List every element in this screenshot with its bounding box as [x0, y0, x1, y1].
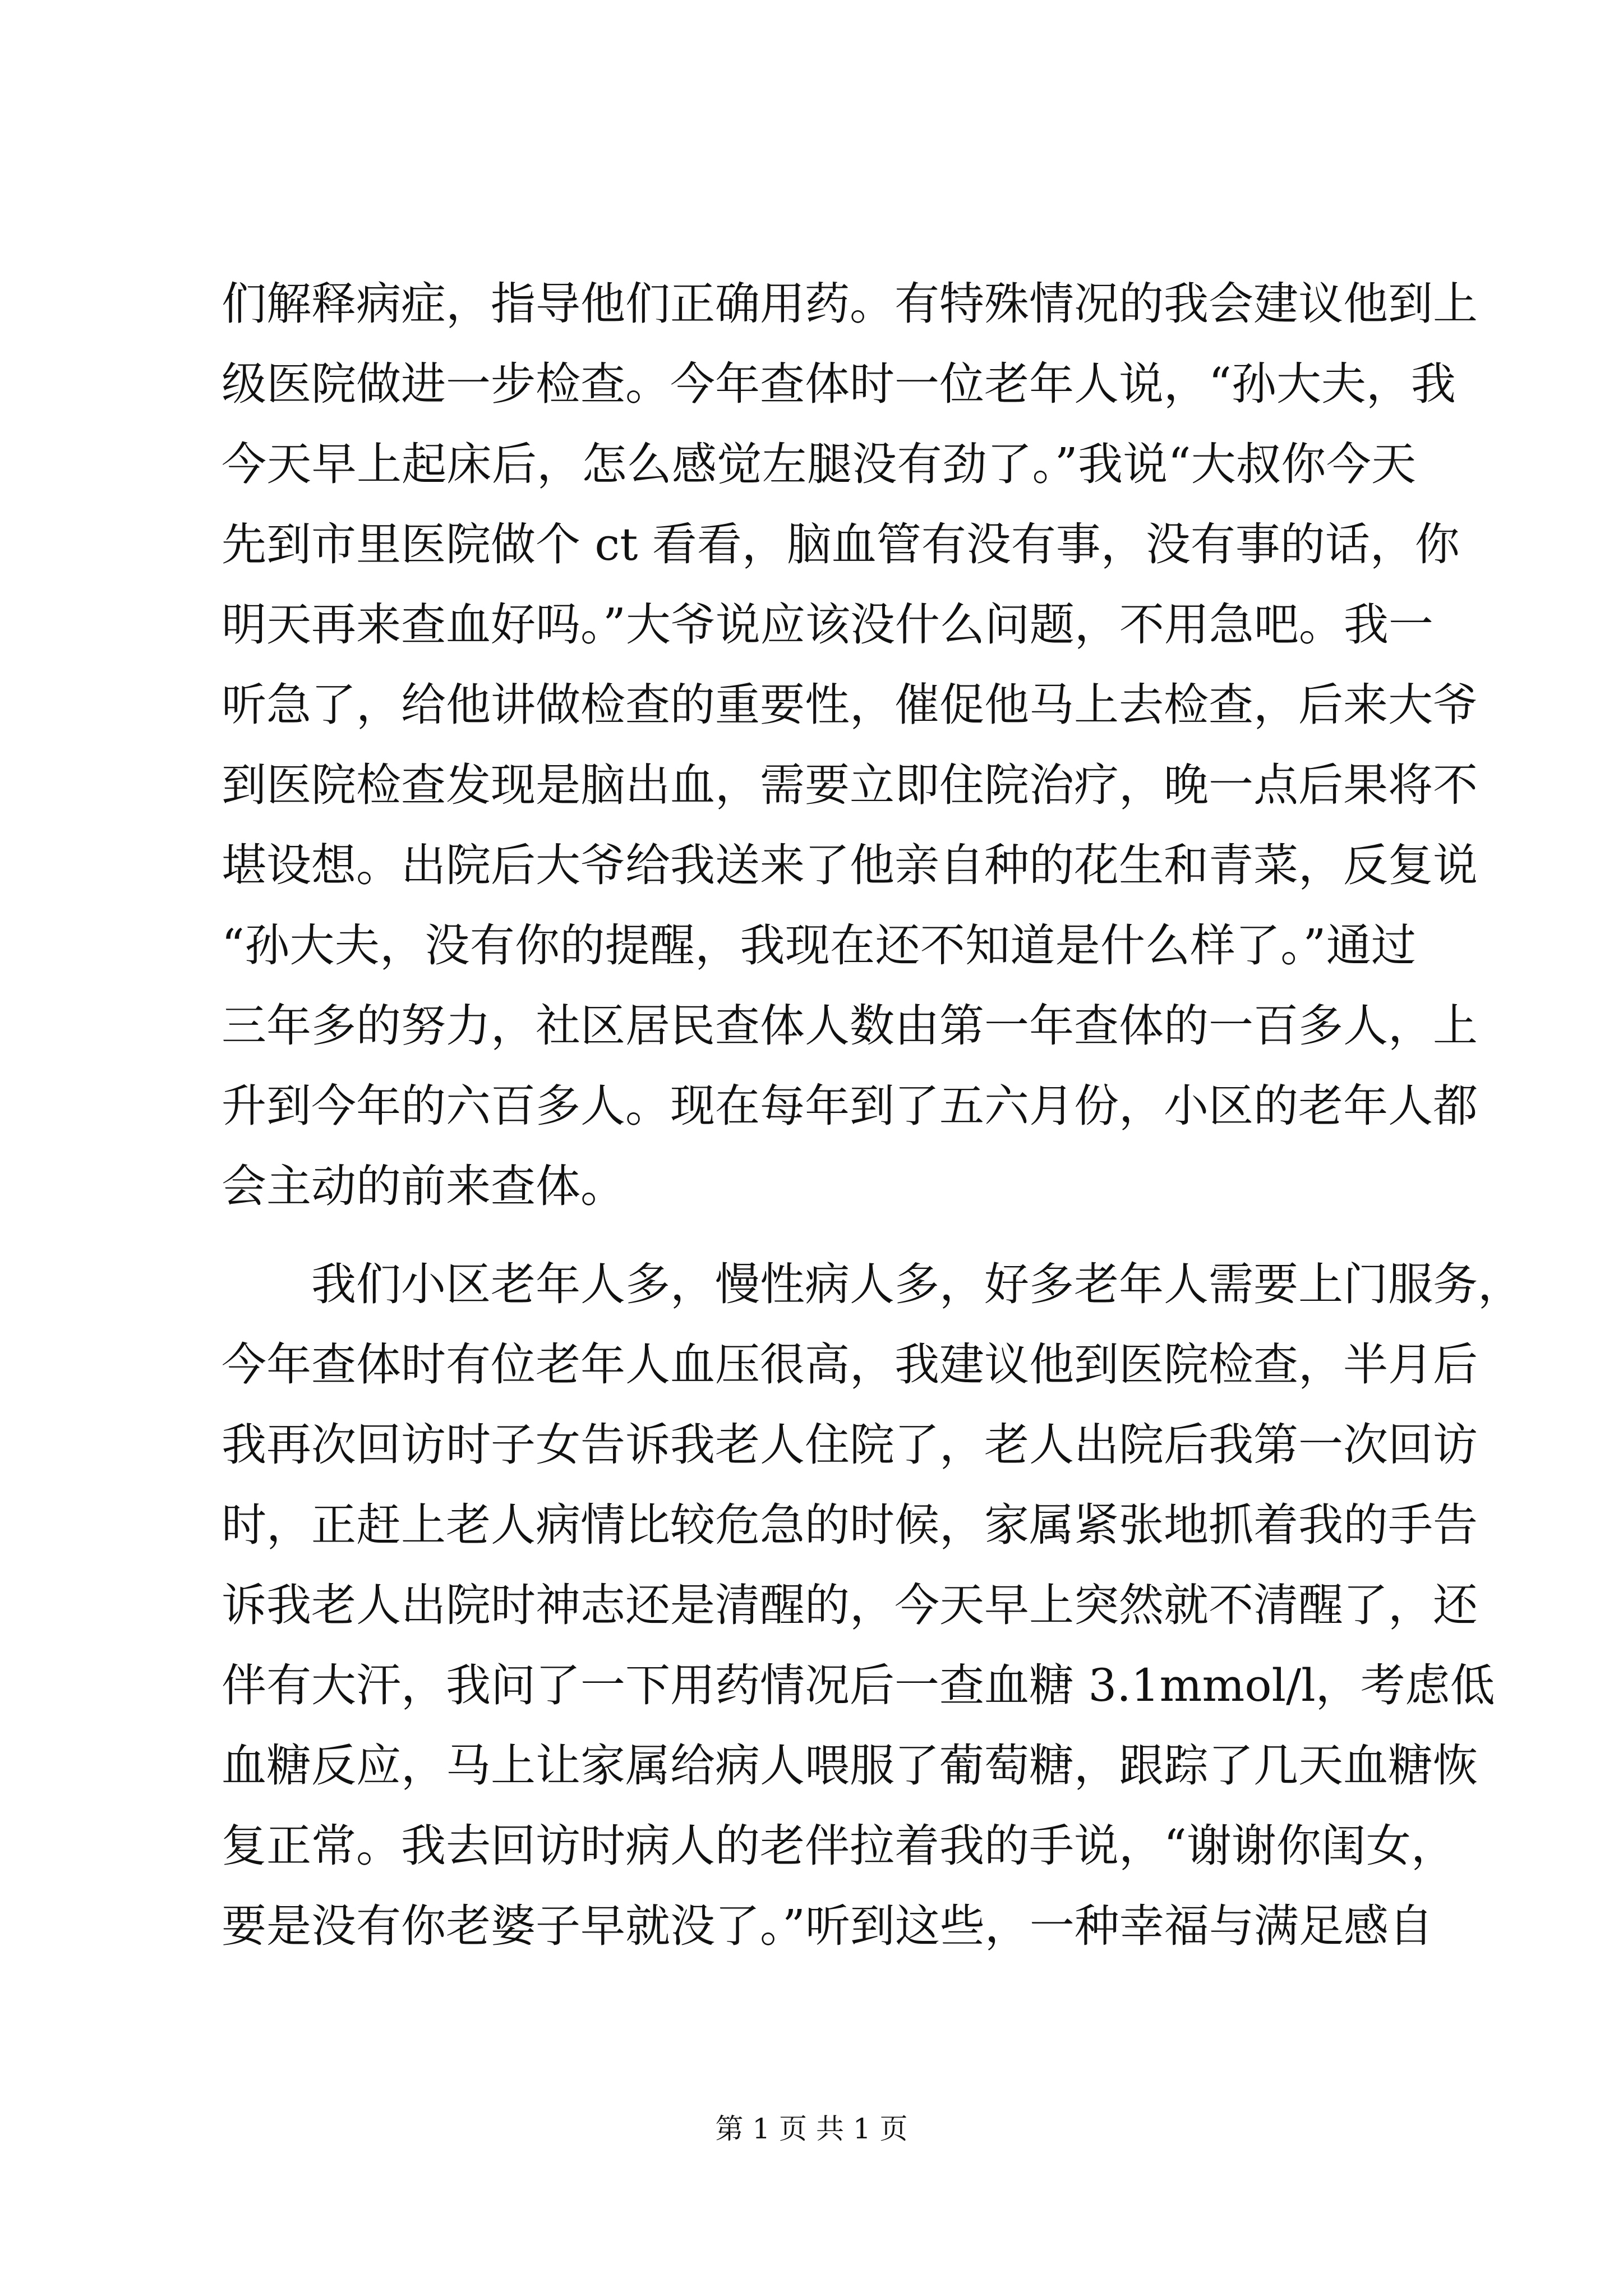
paragraph-1	[222, 264, 1478, 1226]
text-line: 今天早上起床后，怎么感觉左腿没有劲了。”我说“大叔你今天	[222, 438, 1416, 490]
text-line: 时，正赶上老人病情比较危急的时候，家属紧张地抓着我的手告	[222, 1499, 1478, 1551]
text-line: 诉我老人出院时神志还是清醒的，今天早上突然就不清醒了，还	[222, 1579, 1478, 1631]
text-line: 升到今年的六百多人。现在每年到了五六月份，小区的老年人都	[222, 1080, 1478, 1132]
text-line: “孙大夫，没有你的提醒，我现在还不知道是什么样了。”通过	[222, 919, 1416, 972]
text-line: 明天再来查血好吗。”大爷说应该没什么问题，不用急吧。我一	[222, 599, 1433, 651]
text-line: 听急了，给他讲做检查的重要性，催促他马上去检查，后来大爷	[222, 679, 1478, 731]
text-line: 们解释病症，指导他们正确用药。有特殊情况的我会建议他到上	[222, 278, 1478, 330]
text-line: 三年多的努力，社区居民查体人数由第一年查体的一百多人，上	[222, 1000, 1478, 1052]
text-line: 我们小区老年人多，慢性病人多，好多老年人需要上门服务，	[311, 1258, 1523, 1310]
text-line: 伴有大汗，我问了一下用药情况后一查血糖 3.1mmol/l，考虑低	[222, 1659, 1495, 1711]
text-line: 堪设想。出院后大爷给我送来了他亲自种的花生和青菜，反复说	[222, 839, 1478, 891]
text-line: 今年查体时有位老年人血压很高，我建议他到医院检查，半月后	[222, 1338, 1478, 1391]
text-line: 我再次回访时子女告诉我老人住院了，老人出院后我第一次回访	[222, 1419, 1478, 1471]
text-line: 复正常。我去回访时病人的老伴拉着我的手说，“谢谢你闺女，	[222, 1820, 1456, 1872]
text-line: 要是没有你老婆子早就没了。”听到这些，一种幸福与满足感自	[222, 1900, 1433, 1952]
paragraph-2	[222, 1244, 1523, 1966]
page-number-footer: 第 1 页 共 1 页	[715, 2113, 908, 2145]
document-body	[222, 264, 1523, 1966]
text-line: 级医院做进一步检查。今年查体时一位老年人说，“孙大夫，我	[222, 358, 1456, 410]
text-line: 会主动的前来查体。	[222, 1160, 625, 1212]
text-line: 先到市里医院做个 ct 看看，脑血管有没有事，没有事的话，你	[222, 518, 1460, 570]
text-line: 到医院检查发现是脑出血，需要立即住院治疗，晚一点后果将不	[222, 759, 1478, 811]
paragraph-spacer	[222, 1226, 1416, 1244]
text-line: 血糖反应，马上让家属给病人喂服了葡萄糖，跟踪了几天血糖恢	[222, 1740, 1478, 1792]
